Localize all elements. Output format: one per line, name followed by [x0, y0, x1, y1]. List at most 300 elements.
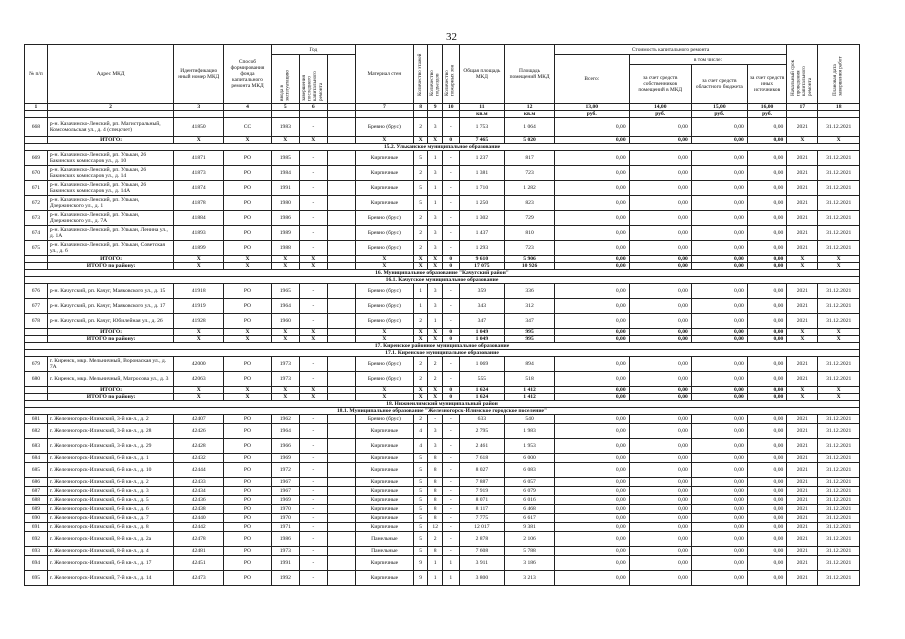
- row-year-last-repair: -: [299, 226, 327, 241]
- table-row: [25, 166, 860, 181]
- row-cost-total: 0,00: [554, 394, 629, 401]
- row-year-last-repair: -: [299, 357, 327, 372]
- row-year-blank: [327, 299, 355, 314]
- column-number: 7: [355, 104, 413, 111]
- row-other-sources: 0,00: [747, 336, 786, 343]
- row-regional-budget: 0,00: [691, 284, 747, 299]
- row-own-funds: 0,00: [629, 166, 691, 181]
- row-wall-material: Панельные: [355, 547, 413, 556]
- row-fire-zones: -: [442, 487, 459, 496]
- row-address: г. Железногорск-Илимский, 6-й кв-л., д. 17: [47, 556, 174, 571]
- row-wall-material: Брeвно (брус): [355, 299, 413, 314]
- row-total-area: 1 302: [459, 211, 505, 226]
- row-premises-area: 995: [505, 336, 555, 343]
- row-regional-budget: 0,00: [691, 118, 747, 137]
- row-regional-budget: 0,00: [691, 463, 747, 478]
- row-id-number: 42426: [174, 424, 224, 439]
- row-premises-area: 823: [505, 196, 555, 211]
- row-regional-budget: 0,00: [691, 496, 747, 505]
- row-planned-start: 2021: [787, 547, 818, 556]
- column-number: 2: [47, 104, 174, 111]
- row-total-area: 1 049: [459, 329, 505, 336]
- row-number: 688: [25, 496, 48, 505]
- row-year-blank: [327, 556, 355, 571]
- row-floors: Х: [413, 256, 428, 263]
- row-wall-material: Кирпичные: [355, 523, 413, 532]
- row-year-blank: [327, 372, 355, 387]
- row-own-funds: 0,00: [629, 226, 691, 241]
- row-floors: 9: [413, 571, 428, 586]
- row-floors: 5: [413, 196, 428, 211]
- row-cost-total: 0,00: [554, 439, 629, 454]
- row-planned-start: 2021: [787, 372, 818, 387]
- row-wall-material: Кирпичные: [355, 151, 413, 166]
- row-premises-area: 336: [505, 284, 555, 299]
- row-address: р-н. Казачинско-Ленский, рп. Улькан, 26 Бакинских комиссаров ул., д. 14: [47, 166, 174, 181]
- header-own-funds: за счет средств собственников помещений в МКД: [629, 65, 691, 104]
- row-method: РО: [224, 547, 272, 556]
- row-cost-total: 0,00: [554, 357, 629, 372]
- row-premises-area: 9 381: [505, 523, 555, 532]
- row-year-blank: [327, 211, 355, 226]
- row-premises-area: 518: [505, 372, 555, 387]
- section-heading-row: [25, 408, 860, 415]
- row-wall-material: Кирпичные: [355, 571, 413, 586]
- column-number: 17: [787, 104, 818, 111]
- row-floors: 9: [413, 556, 428, 571]
- row-other-sources: 0,00: [747, 181, 786, 196]
- row-cost-total: 0,00: [554, 256, 629, 263]
- unit-premises-area: кв.м: [505, 111, 555, 118]
- column-number-blank: [327, 104, 355, 111]
- row-premises-area: 5 906: [505, 256, 555, 263]
- table-row: [25, 211, 860, 226]
- row-planned-start: 2021: [787, 181, 818, 196]
- row-total-area: 2 461: [459, 439, 505, 454]
- row-year-commission: 1965: [271, 284, 299, 299]
- row-total-area: 1 069: [459, 357, 505, 372]
- row-cost-total: 0,00: [554, 336, 629, 343]
- header-planned-end: Плановая дата завершения работ: [818, 45, 860, 104]
- row-regional-budget: 0,00: [691, 357, 747, 372]
- section-heading: 17. Киренское районное муниципальное образование: [25, 343, 860, 350]
- row-planned-end: 31.12.2021: [818, 211, 860, 226]
- row-planned-start: Х: [787, 256, 818, 263]
- row-wall-material: Х: [355, 336, 413, 343]
- row-cost-total: 0,00: [554, 181, 629, 196]
- row-floors: 2: [413, 314, 428, 329]
- table-row: [25, 372, 860, 387]
- row-address: г. Железногорск-Илимский, 3-й кв-л., д. 29: [47, 439, 174, 454]
- row-address: г. Железногорск-Илимский, 6-й кв-л., д. 6: [47, 505, 174, 514]
- row-year-commission: Х: [271, 256, 299, 263]
- section-heading: 16.1. Качугское муниципальное образование: [25, 277, 860, 284]
- row-method: Х: [224, 137, 272, 144]
- row-regional-budget: 0,00: [691, 166, 747, 181]
- table-row: [25, 496, 860, 505]
- row-address: г. Железногорск-Илимский, 6-й кв-л., д. 3: [47, 487, 174, 496]
- row-wall-material: Панельные: [355, 532, 413, 547]
- row-floors: 5: [413, 151, 428, 166]
- row-own-funds: 0,00: [629, 387, 691, 394]
- row-fire-zones: 0: [442, 394, 459, 401]
- column-number: 11: [459, 104, 505, 111]
- row-premises-area: 723: [505, 166, 555, 181]
- row-planned-end: 31.12.2021: [818, 496, 860, 505]
- row-cost-total: 0,00: [554, 487, 629, 496]
- row-total-area: 1 237: [459, 151, 505, 166]
- row-floors: 2: [413, 166, 428, 181]
- row-own-funds: 0,00: [629, 299, 691, 314]
- row-year-last-repair: -: [299, 571, 327, 586]
- row-year-last-repair: Х: [299, 329, 327, 336]
- row-planned-start: Х: [787, 329, 818, 336]
- row-method: РО: [224, 299, 272, 314]
- row-planned-end: 31.12.2021: [818, 439, 860, 454]
- row-address: р-н. Качугский, рп. Качуг, Маяковского ул., д. 17: [47, 299, 174, 314]
- row-floors: 5: [413, 523, 428, 532]
- row-entrances: Х: [428, 336, 443, 343]
- row-id-number: Х: [174, 394, 224, 401]
- row-id-number: 41928: [174, 314, 224, 329]
- row-wall-material: Х: [355, 137, 413, 144]
- row-year-commission: 1986: [271, 211, 299, 226]
- unit-own-funds: руб.: [629, 111, 691, 118]
- row-regional-budget: 0,00: [691, 478, 747, 487]
- row-total-area: 7 775: [459, 514, 505, 523]
- row-own-funds: 0,00: [629, 547, 691, 556]
- header-year-blank: [327, 55, 355, 104]
- unit-other-sources: руб.: [747, 111, 786, 118]
- row-total-area: 1 049: [459, 336, 505, 343]
- row-year-commission: 1989: [271, 226, 299, 241]
- row-other-sources: 0,00: [747, 547, 786, 556]
- row-planned-start: 2021: [787, 118, 818, 137]
- column-numbers-row: [25, 104, 860, 111]
- row-planned-start: 2021: [787, 166, 818, 181]
- row-id-number: 42451: [174, 556, 224, 571]
- row-other-sources: 0,00: [747, 151, 786, 166]
- row-number: 682: [25, 424, 48, 439]
- row-fire-zones: -: [442, 496, 459, 505]
- row-regional-budget: 0,00: [691, 211, 747, 226]
- row-regional-budget: 0,00: [691, 439, 747, 454]
- row-floors: 5: [413, 514, 428, 523]
- table-row: [25, 523, 860, 532]
- row-other-sources: 0,00: [747, 496, 786, 505]
- row-year-commission: Х: [271, 394, 299, 401]
- table-row: [25, 299, 860, 314]
- row-address: р-н. Казачинско-Ленский, рп. Улькан, 26 Бакинских комиссаров ул., д. 10: [47, 151, 174, 166]
- row-total-area: 7 618: [459, 454, 505, 463]
- row-year-commission: 1960: [271, 314, 299, 329]
- row-own-funds: 0,00: [629, 181, 691, 196]
- row-entrances: 8: [428, 463, 443, 478]
- row-planned-start: 2021: [787, 284, 818, 299]
- row-id-number: 41874: [174, 181, 224, 196]
- row-planned-end: 31.12.2021: [818, 454, 860, 463]
- row-year-commission: 1971: [271, 523, 299, 532]
- row-floors: 5: [413, 496, 428, 505]
- row-total-area: 1 753: [459, 118, 505, 137]
- row-year-commission: 1966: [271, 439, 299, 454]
- table-row: [25, 196, 860, 211]
- row-year-last-repair: -: [299, 487, 327, 496]
- row-entrances: 3: [428, 241, 443, 256]
- row-address: г. Киренск, мкр. Мельничный, Воронаская ул., д. 7А: [47, 357, 174, 372]
- row-year-blank: [327, 496, 355, 505]
- row-year-commission: 1973: [271, 372, 299, 387]
- section-heading-row: [25, 277, 860, 284]
- header-including: в том числе:: [629, 55, 787, 65]
- row-wall-material: Кирпичные: [355, 439, 413, 454]
- row-id-number: Х: [174, 137, 224, 144]
- row-planned-end: Х: [818, 256, 860, 263]
- row-wall-material: Кирпичные: [355, 166, 413, 181]
- row-number: 691: [25, 523, 48, 532]
- row-year-commission: Х: [271, 387, 299, 394]
- row-total-area: 555: [459, 372, 505, 387]
- row-other-sources: 0,00: [747, 415, 786, 424]
- row-year-last-repair: Х: [299, 256, 327, 263]
- row-year-commission: 1986: [271, 532, 299, 547]
- row-year-commission: 1985: [271, 151, 299, 166]
- row-planned-end: Х: [818, 137, 860, 144]
- total-row: [25, 137, 860, 144]
- row-wall-material: Брeвно (брус): [355, 118, 413, 137]
- row-floors: Х: [413, 387, 428, 394]
- row-other-sources: 0,00: [747, 394, 786, 401]
- section-heading: 15.2. Ульканское муниципальное образование: [25, 144, 860, 151]
- row-method: Х: [224, 263, 272, 270]
- row-premises-area: 1 282: [505, 181, 555, 196]
- row-own-funds: 0,00: [629, 241, 691, 256]
- row-cost-total: 0,00: [554, 372, 629, 387]
- row-number: 674: [25, 226, 48, 241]
- row-floors: 5: [413, 505, 428, 514]
- total-row: [25, 336, 860, 343]
- row-floors: Х: [413, 137, 428, 144]
- row-method: РО: [224, 166, 272, 181]
- row-regional-budget: 0,00: [691, 556, 747, 571]
- row-premises-area: 6 079: [505, 487, 555, 496]
- capital-repair-table-sheet: [24, 44, 860, 632]
- row-regional-budget: 0,00: [691, 196, 747, 211]
- row-wall-material: Кирпичные: [355, 478, 413, 487]
- row-year-last-repair: -: [299, 454, 327, 463]
- row-cost-total: 0,00: [554, 496, 629, 505]
- section-heading: 18. Нижнеилимский муниципальный район: [25, 401, 860, 408]
- row-total-area: 7 465: [459, 137, 505, 144]
- row-own-funds: 0,00: [629, 571, 691, 586]
- table-row: [25, 463, 860, 478]
- row-own-funds: 0,00: [629, 478, 691, 487]
- row-regional-budget: 0,00: [691, 314, 747, 329]
- row-planned-end: 31.12.2021: [818, 299, 860, 314]
- table-row: [25, 424, 860, 439]
- row-premises-area: 894: [505, 357, 555, 372]
- row-planned-end: Х: [818, 263, 860, 270]
- row-other-sources: 0,00: [747, 387, 786, 394]
- row-regional-budget: 0,00: [691, 571, 747, 586]
- row-year-blank: [327, 547, 355, 556]
- row-other-sources: 0,00: [747, 226, 786, 241]
- row-year-blank: [327, 439, 355, 454]
- row-other-sources: 0,00: [747, 329, 786, 336]
- row-year-last-repair: -: [299, 523, 327, 532]
- row-regional-budget: 0,00: [691, 241, 747, 256]
- row-total-area: 1 381: [459, 166, 505, 181]
- header-year: Год: [271, 45, 355, 55]
- row-year-commission: 1969: [271, 454, 299, 463]
- row-planned-start: 2021: [787, 226, 818, 241]
- column-number: 13,00: [554, 104, 629, 111]
- row-total-area: 1 710: [459, 181, 505, 196]
- row-method: РО: [224, 496, 272, 505]
- row-premises-area: 817: [505, 151, 555, 166]
- table-row: [25, 439, 860, 454]
- row-method: РО: [224, 556, 272, 571]
- table-row: [25, 556, 860, 571]
- row-regional-budget: 0,00: [691, 387, 747, 394]
- row-year-commission: 1970: [271, 514, 299, 523]
- row-wall-material: Брeвно (брус): [355, 284, 413, 299]
- row-year-commission: 1964: [271, 424, 299, 439]
- row-cost-total: 0,00: [554, 514, 629, 523]
- row-fire-zones: -: [442, 357, 459, 372]
- row-fire-zones: -: [442, 299, 459, 314]
- row-number: 692: [25, 532, 48, 547]
- row-regional-budget: 0,00: [691, 299, 747, 314]
- row-floors: 2: [413, 241, 428, 256]
- row-method: РО: [224, 226, 272, 241]
- row-premises-area: 3 213: [505, 571, 555, 586]
- row-own-funds: 0,00: [629, 523, 691, 532]
- row-floors: 2: [413, 372, 428, 387]
- row-floors: 5: [413, 454, 428, 463]
- row-address: г. Железногорск-Илимский, 7-й кв-л., д. 14: [47, 571, 174, 586]
- row-number: 676: [25, 284, 48, 299]
- row-cost-total: 0,00: [554, 241, 629, 256]
- table-row: [25, 415, 860, 424]
- row-premises-area: 6 083: [505, 463, 555, 478]
- row-method: РО: [224, 424, 272, 439]
- row-year-last-repair: -: [299, 439, 327, 454]
- row-address: г. Железногорск-Илимский, 6-й кв-л., д. 10: [47, 463, 174, 478]
- row-wall-material: Кирпичные: [355, 496, 413, 505]
- row-own-funds: 0,00: [629, 256, 691, 263]
- row-address: р-н. Казачинско-Ленский, рп. Улькан, Дзержинского ул., д. 1: [47, 196, 174, 211]
- row-year-last-repair: -: [299, 514, 327, 523]
- row-method: РО: [224, 314, 272, 329]
- row-entrances: 8: [428, 547, 443, 556]
- capital-repair-table: [24, 44, 860, 586]
- row-planned-start: 2021: [787, 463, 818, 478]
- row-year-last-repair: -: [299, 478, 327, 487]
- column-number: 9: [428, 104, 443, 111]
- row-own-funds: 0,00: [629, 137, 691, 144]
- header-cost-total: Всего:: [554, 55, 629, 104]
- header-year-last-repair: завершения последнего капитального ремонта: [299, 55, 327, 104]
- row-planned-end: 31.12.2021: [818, 314, 860, 329]
- row-year-blank: [327, 463, 355, 478]
- row-regional-budget: 0,00: [691, 487, 747, 496]
- row-premises-area: 347: [505, 314, 555, 329]
- table-row: [25, 151, 860, 166]
- row-floors: Х: [413, 329, 428, 336]
- row-year-commission: Х: [271, 263, 299, 270]
- row-fire-zones: 0: [442, 387, 459, 394]
- row-total-area: 347: [459, 314, 505, 329]
- row-year-last-repair: -: [299, 181, 327, 196]
- row-own-funds: 0,00: [629, 284, 691, 299]
- row-planned-end: 31.12.2021: [818, 424, 860, 439]
- column-number: 4: [224, 104, 272, 111]
- row-floors: 4: [413, 424, 428, 439]
- column-number: 5: [271, 104, 299, 111]
- row-premises-area: 10 926: [505, 263, 555, 270]
- row-total-area: 17 075: [459, 263, 505, 270]
- column-number: 1: [25, 104, 48, 111]
- table-row: [25, 181, 860, 196]
- row-address: г. Железногорск-Илимский, 6-й кв-л., д. 8: [47, 523, 174, 532]
- row-cost-total: 0,00: [554, 329, 629, 336]
- row-cost-total: 0,00: [554, 547, 629, 556]
- row-floors: 5: [413, 463, 428, 478]
- row-regional-budget: 0,00: [691, 424, 747, 439]
- row-own-funds: 0,00: [629, 394, 691, 401]
- row-address: р-н. Казачинско-Ленский, рп. Улькан, Дзержинского ул., д. 7А: [47, 211, 174, 226]
- row-number: 689: [25, 505, 48, 514]
- row-entrances: 8: [428, 514, 443, 523]
- row-year-blank: [327, 387, 355, 394]
- row-other-sources: 0,00: [747, 137, 786, 144]
- row-premises-area: 729: [505, 211, 555, 226]
- row-planned-start: 2021: [787, 196, 818, 211]
- row-planned-end: 31.12.2021: [818, 118, 860, 137]
- row-entrances: Х: [428, 263, 443, 270]
- row-id-number: 41873: [174, 166, 224, 181]
- row-entrances: 1: [428, 196, 443, 211]
- row-floors: 5: [413, 547, 428, 556]
- row-method: Х: [224, 394, 272, 401]
- row-year-commission: 1980: [271, 196, 299, 211]
- row-fire-zones: -: [442, 514, 459, 523]
- row-year-last-repair: -: [299, 556, 327, 571]
- row-method: РО: [224, 523, 272, 532]
- row-year-commission: 1983: [271, 118, 299, 137]
- row-year-last-repair: -: [299, 211, 327, 226]
- row-planned-end: 31.12.2021: [818, 196, 860, 211]
- table-row: [25, 532, 860, 547]
- row-year-commission: 1964: [271, 299, 299, 314]
- row-premises-area: 1 983: [505, 424, 555, 439]
- row-address: р-н. Качугский, рп. Качуг, Маяковского ул., д. 15: [47, 284, 174, 299]
- row-planned-end: 31.12.2021: [818, 571, 860, 586]
- row-other-sources: 0,00: [747, 196, 786, 211]
- header-cost: Стоимость капитального ремонта: [554, 45, 786, 55]
- row-floors: 5: [413, 181, 428, 196]
- row-address: ИТОГО:: [47, 137, 174, 144]
- row-premises-area: 810: [505, 226, 555, 241]
- row-fire-zones: 0: [442, 137, 459, 144]
- row-other-sources: 0,00: [747, 487, 786, 496]
- row-year-blank: [327, 357, 355, 372]
- row-id-number: 42433: [174, 478, 224, 487]
- row-id-number: 42481: [174, 547, 224, 556]
- row-number: 693: [25, 547, 48, 556]
- row-year-blank: [327, 196, 355, 211]
